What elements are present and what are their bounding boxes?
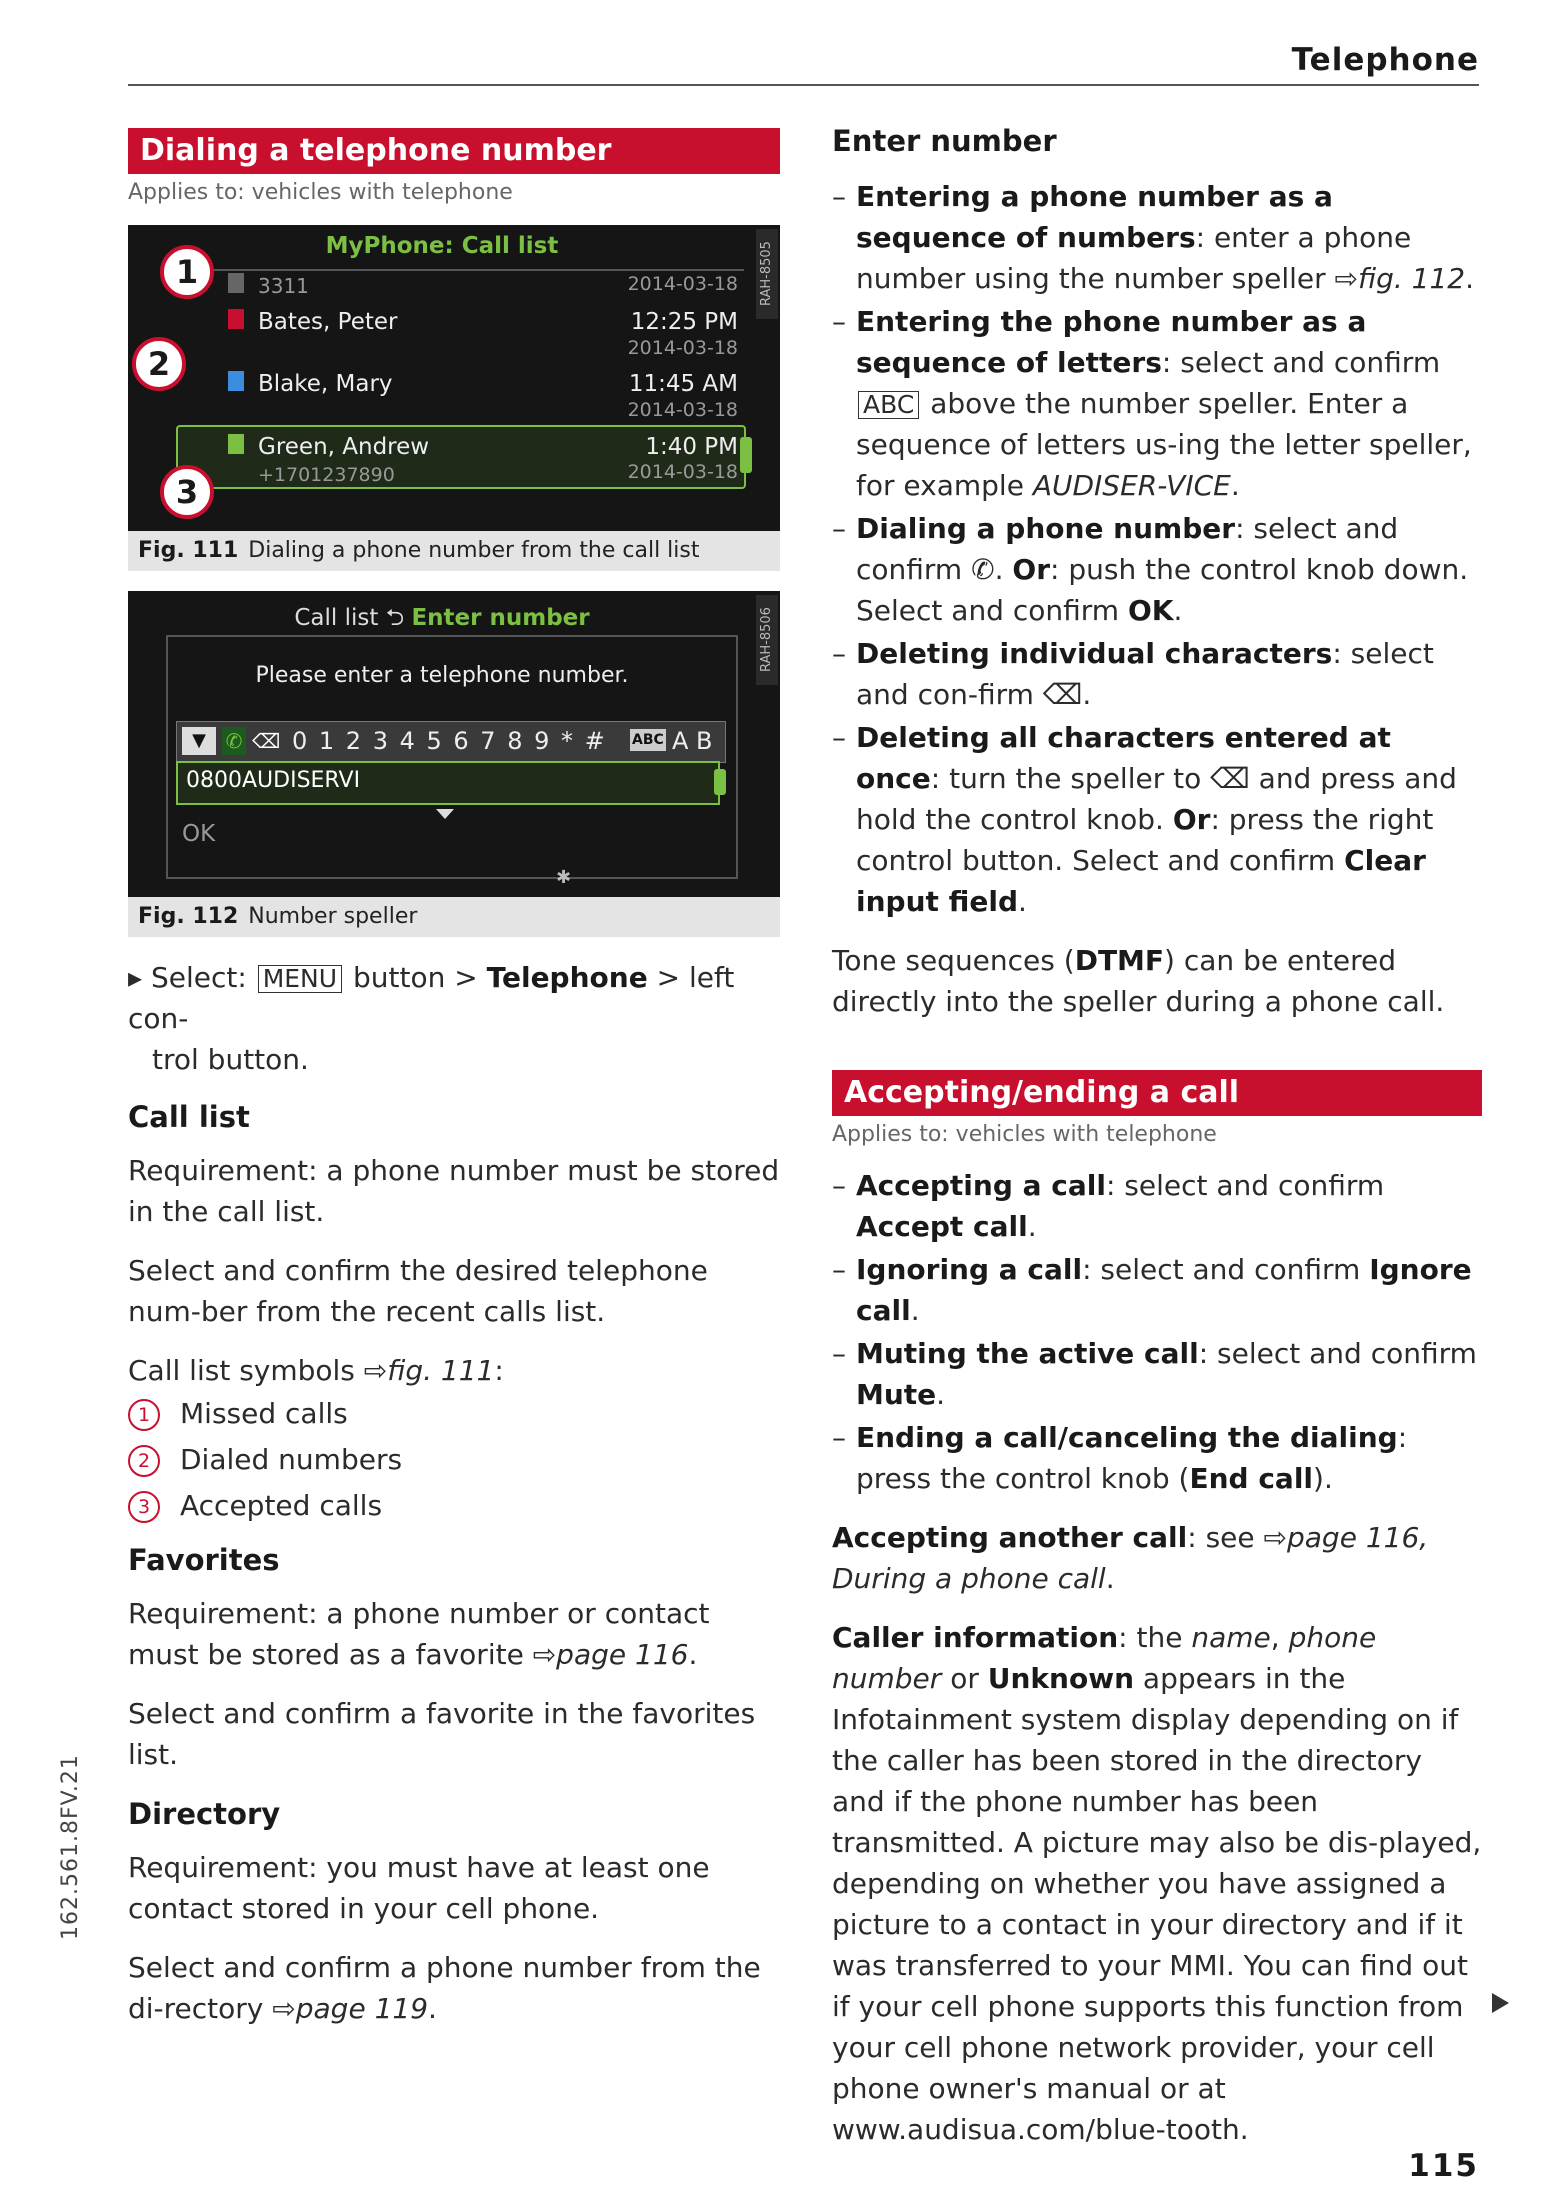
bullet: – Ending a call/canceling the dialing: press the control knob (End call). [832, 1417, 1482, 1499]
bullet: – Ignoring a call: select and confirm Ignore call. [832, 1249, 1482, 1331]
missed-call-icon [228, 273, 244, 293]
dial-icon[interactable]: ✆ [222, 727, 246, 755]
callout-2: 2 [132, 337, 186, 391]
paragraph: Requirement: you must have at least one contact stored in your cell phone. [128, 1851, 710, 1925]
accepted-call-icon [228, 434, 244, 454]
back-arrow-icon: ⮌ [385, 605, 405, 631]
select-instruction: ▸ Select: MENU button > Telephone > left con- trol button. [128, 961, 735, 1076]
call-list-screen: RAH-8505 MyPhone: Call list 3311 2014-03-18 Bates, Peter 12:25 PM 2014-03-18 Blake, Mary 11:45 AM 2014-03-18 Green, Andrew 1:40 PM +1701237890 2014-03-18 1 2 3 [128, 225, 780, 531]
call-row[interactable]: Bates, Peter 12:25 PM [258, 309, 738, 335]
menu-key: MENU [258, 965, 342, 993]
dialed-call-icon [228, 371, 244, 391]
call-row[interactable]: Blake, Mary 11:45 AM [258, 371, 738, 397]
bullet: – Deleting all characters entered at once: turn the speller to ⌫ and press and hold the control knob. Or: press the right control button. Select and confirm Clear input field. [832, 717, 1482, 922]
number-speller-screen [128, 591, 780, 897]
delete-icon: ⌫ [1042, 678, 1083, 711]
document-code: 162.561.8FV.21 [58, 1754, 83, 1940]
bullet: – Entering a phone number as a sequence of numbers: enter a phone number using the number speller ⇨fig. 112. [832, 176, 1482, 299]
bullet: – Deleting individual characters: select and con-firm ⌫. [832, 633, 1482, 715]
paragraph: Call list symbols ⇨fig. 111: [128, 1354, 504, 1387]
call-row-sub: +1701237890 2014-03-18 [258, 461, 738, 486]
heading-favorites: Favorites [128, 1543, 280, 1577]
applies-note: Applies to: vehicles with telephone [832, 1122, 1217, 1147]
dropdown-icon[interactable]: ▼ [182, 727, 216, 755]
missed-call-icon [228, 309, 244, 329]
applies-note: Applies to: vehicles with telephone [128, 180, 513, 205]
bullet: – Muting the active call: select and confirm Mute. [832, 1333, 1482, 1415]
paragraph: Requirement: a phone number must be stored in the call list. [128, 1154, 780, 1228]
section-title-dialing: Dialing a telephone number [128, 128, 780, 174]
heading-enter-number: Enter number [832, 124, 1057, 158]
bluetooth-icon: ✱ [556, 867, 572, 888]
running-header: Telephone [1291, 42, 1479, 78]
screen-divider [168, 269, 744, 271]
paragraph: Tone sequences (DTMF) can be entered directly into the speller during a phone call. [832, 944, 1445, 1018]
delete-icon: ⌫ [1210, 762, 1250, 795]
digit-speller[interactable]: 0 1 2 3 4 5 6 7 8 9 * # [292, 727, 607, 755]
scroll-handle[interactable] [740, 437, 752, 473]
section-title-accepting: Accepting/ending a call [832, 1070, 1482, 1116]
bullet: – Dialing a phone number: select and confirm ✆. Or: push the control knob down. Select and confirm OK. [832, 508, 1482, 631]
figure-caption: Fig. 112 Number speller [128, 897, 780, 937]
header-rule [128, 84, 1479, 86]
paragraph: Select and confirm a favorite in the favorites list. [128, 1697, 756, 1771]
paragraph: Select and confirm a phone number from the di-rectory ⇨page 119. [128, 1951, 761, 2025]
paragraph: Accepting another call: see ⇨page 116, During a phone call. [832, 1521, 1429, 1595]
delete-icon[interactable]: ⌫ [252, 729, 281, 753]
callout-1: 1 [160, 245, 214, 299]
list-item: 2 Dialed numbers [128, 1439, 780, 1485]
callout-3: 3 [160, 465, 214, 519]
figure-112 [128, 591, 780, 937]
screen-breadcrumb: Call list ⮌ Enter number [294, 605, 590, 631]
paragraph: Select and confirm the desired telephone num-ber from the recent calls list. [128, 1254, 708, 1328]
letter-speller[interactable]: A B [672, 727, 713, 755]
symbol-list [128, 1393, 780, 1531]
pointer-icon [436, 809, 454, 819]
left-column [128, 128, 780, 2029]
figure-111 [128, 225, 780, 571]
next-page-arrow-icon [1492, 1993, 1509, 2013]
screen-title: MyPhone: Call list [325, 233, 559, 259]
paragraph: Requirement: a phone number or contact must be stored as a favorite ⇨page 116. [128, 1597, 710, 1671]
list-item: 3 Accepted calls [128, 1485, 780, 1531]
call-row[interactable]: 3311 2014-03-18 [258, 273, 738, 299]
paragraph: Caller information: the name, phone number or Unknown appears in the Infotainment system display depending on if the caller has been stored in the directory and if the phone number has been transmitted. A picture may also be dis-played, depending on whether you have assigned a picture to a contact in your directory and if it was transferred to your MMI. You can find out if your cell phone supports this function from your cell phone network provider, your cell phone owner's manual or at www.audisua.com/blue-tooth. [832, 1621, 1482, 2146]
abc-key[interactable]: ABC [630, 729, 666, 751]
call-row[interactable]: Green, Andrew 1:40 PM [258, 434, 738, 460]
bullet: – Accepting a call: select and confirm Accept call. [832, 1165, 1482, 1247]
figure-tag: RAH-8506 [756, 595, 778, 685]
list-item: 1 Missed calls [128, 1393, 780, 1439]
ok-button[interactable]: OK [182, 821, 216, 847]
heading-directory: Directory [128, 1797, 281, 1831]
number-input-value: 0800AUDISERVI [186, 768, 361, 793]
abc-key: ABC [858, 391, 919, 419]
heading-call-list: Call list [128, 1100, 250, 1134]
prompt-text: Please enter a telephone number. [255, 663, 629, 688]
figure-tag: RAH-8505 [756, 229, 778, 319]
right-column [832, 124, 1482, 2150]
page-number: 115 [1408, 2148, 1479, 2184]
figure-caption: Fig. 111 Dialing a phone number from the call list [128, 531, 780, 571]
bullet: – Entering the phone number as a sequence of letters: select and confirm ABC above the number speller. Enter a sequence of letters us-ing the letter speller, for example AUDISER-VICE. [832, 301, 1482, 506]
input-handle[interactable] [714, 769, 726, 795]
dial-icon: ✆ [971, 553, 995, 586]
